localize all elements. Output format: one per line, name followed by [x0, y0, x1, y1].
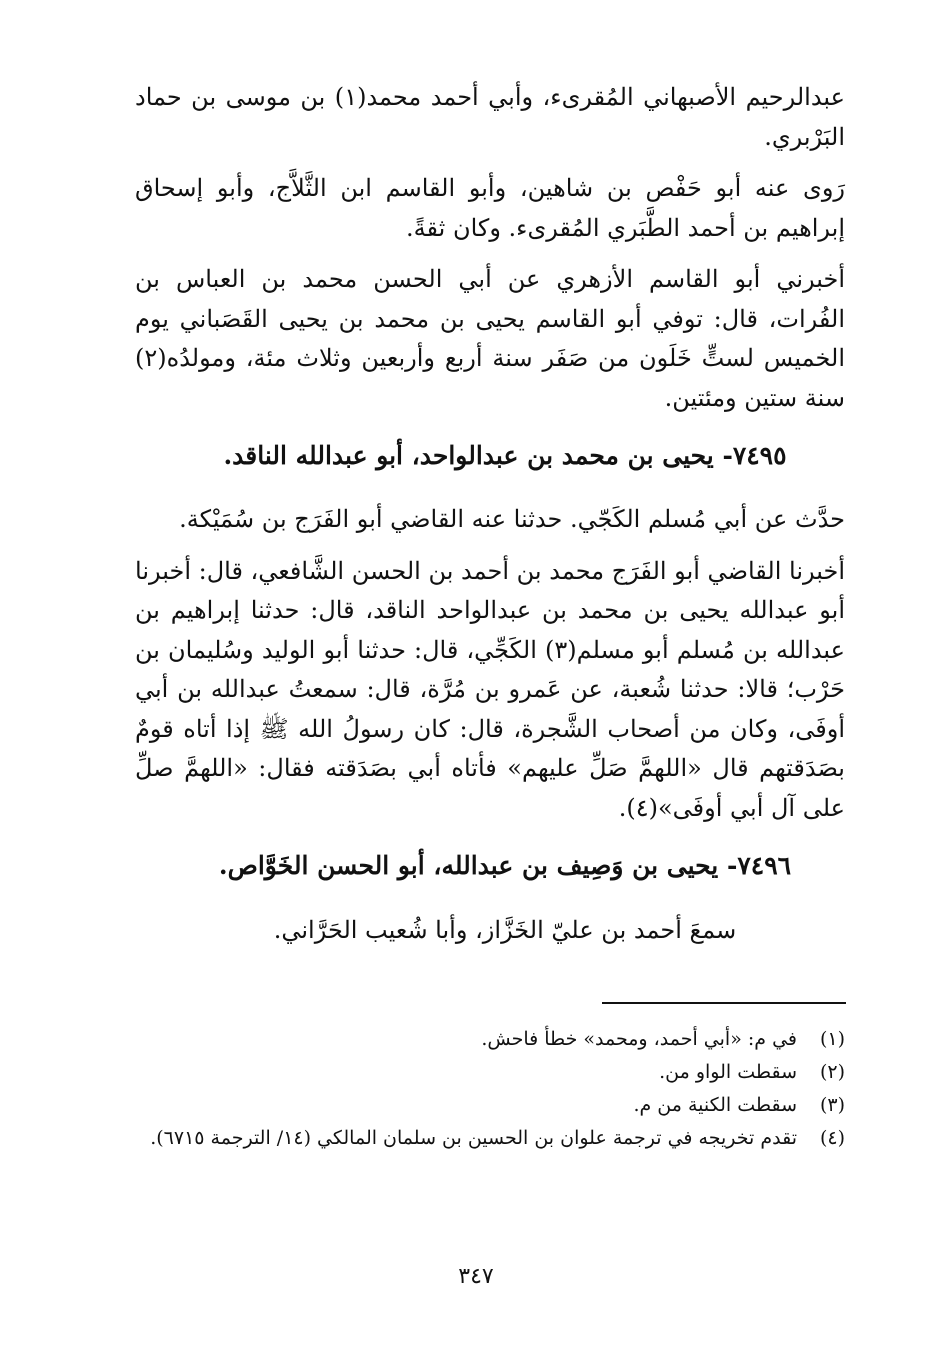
paragraph-1: عبدالرحيم الأصبهاني المُقرىء، وأبي أحمد محمد(١) بن موسى بن حماد البَرْبري.	[135, 83, 845, 151]
footnote-number: (٤)	[819, 1127, 845, 1149]
footnote-text: سقطت الواو من.	[659, 1061, 797, 1083]
footnote-number: (٢)	[819, 1061, 845, 1083]
footnote-number: (٣)	[819, 1094, 845, 1116]
footnote-item	[135, 1058, 845, 1087]
paragraph-3: أخبرني أبو القاسم الأزهري عن أبي الحسن محمد بن العباس بن الفُرات، قال: توفي أبو القاسم يحيى بن محمد بن يحيى القَصَباني يوم الخميس لستٍّ خَلَون من صَفَر سنة أربع وأربعين وثلاث مئة، ومولدُه(٢) سنة ستين ومئتين.	[135, 265, 845, 412]
main-text	[135, 78, 845, 958]
paragraph-2: رَوى عنه أبو حَفْص بن شاهين، وأبو القاسم ابن الثَّلاَّج، وأبو إسحاق إبراهيم بن أحمد الطَّبَري المُقرىء. وكان ثقةً.	[135, 174, 845, 242]
footnote-number: (١)	[819, 1028, 845, 1050]
entry-heading-7496: ٧٤٩٦- يحيى بن وَصِيف بن عبدالله، أبو الحسن الخَوَّاص.	[218, 851, 792, 880]
footnote-text: تقدم تخريجه في ترجمة علوان بن الحسين بن سلمان المالكي (١٤/ الترجمة ٦٧١٥).	[150, 1127, 797, 1149]
paragraph-4: حدَّث عن أبي مُسلم الكَجّي. حدثنا عنه القاضي أبو الفَرَج بن سُمَيْكة.	[179, 505, 845, 533]
footnote-item	[135, 1025, 845, 1054]
footnote-item	[135, 1124, 845, 1153]
footnotes	[135, 1025, 845, 1157]
footnote-item	[135, 1091, 845, 1120]
paragraph-6: سمعَ أحمد بن عليّ الخَزَّاز، وأبا شُعيب الحَرَّاني.	[273, 916, 737, 944]
paragraph-5: أخبرنا القاضي أبو الفَرَج محمد بن أحمد بن الحسن الشَّافعي، قال: أخبرنا أبو عبدالله يحيى بن محمد بن عبدالواحد الناقد، قال: حدثنا إبراهيم بن عبدالله بن مُسلم أبو مسلم(٣) الكَجِّي، قال: حدثنا أبو الوليد وسُليمان بن حَرْب؛ قالا: حدثنا شُعبة، عن عَمرو بن مُرَّة، قال: سمعتُ عبدالله بن أبي أوفَى، وكان من أصحاب الشَّجرة، قال: كان رسولُ الله ﷺ إذا أتاه قومٌ بصَدَقتهم قال «اللهمَّ صَلِّ عليهم» فأتاه أبي بصَدَقته فقال: «اللهمَّ صلِّ على آل أبي أوفَى»(٤).	[135, 556, 845, 822]
page-number: ٣٤٧	[458, 1264, 494, 1289]
footnote-text: في م: «أبي أحمد، ومحمد» خطأ فاحش.	[481, 1028, 797, 1050]
footnote-separator	[602, 1002, 846, 1004]
footnote-text: سقطت الكنية من م.	[633, 1094, 797, 1116]
entry-heading-7495: ٧٤٩٥- يحيى بن محمد بن عبدالواحد، أبو عبدالله الناقد.	[223, 441, 787, 470]
